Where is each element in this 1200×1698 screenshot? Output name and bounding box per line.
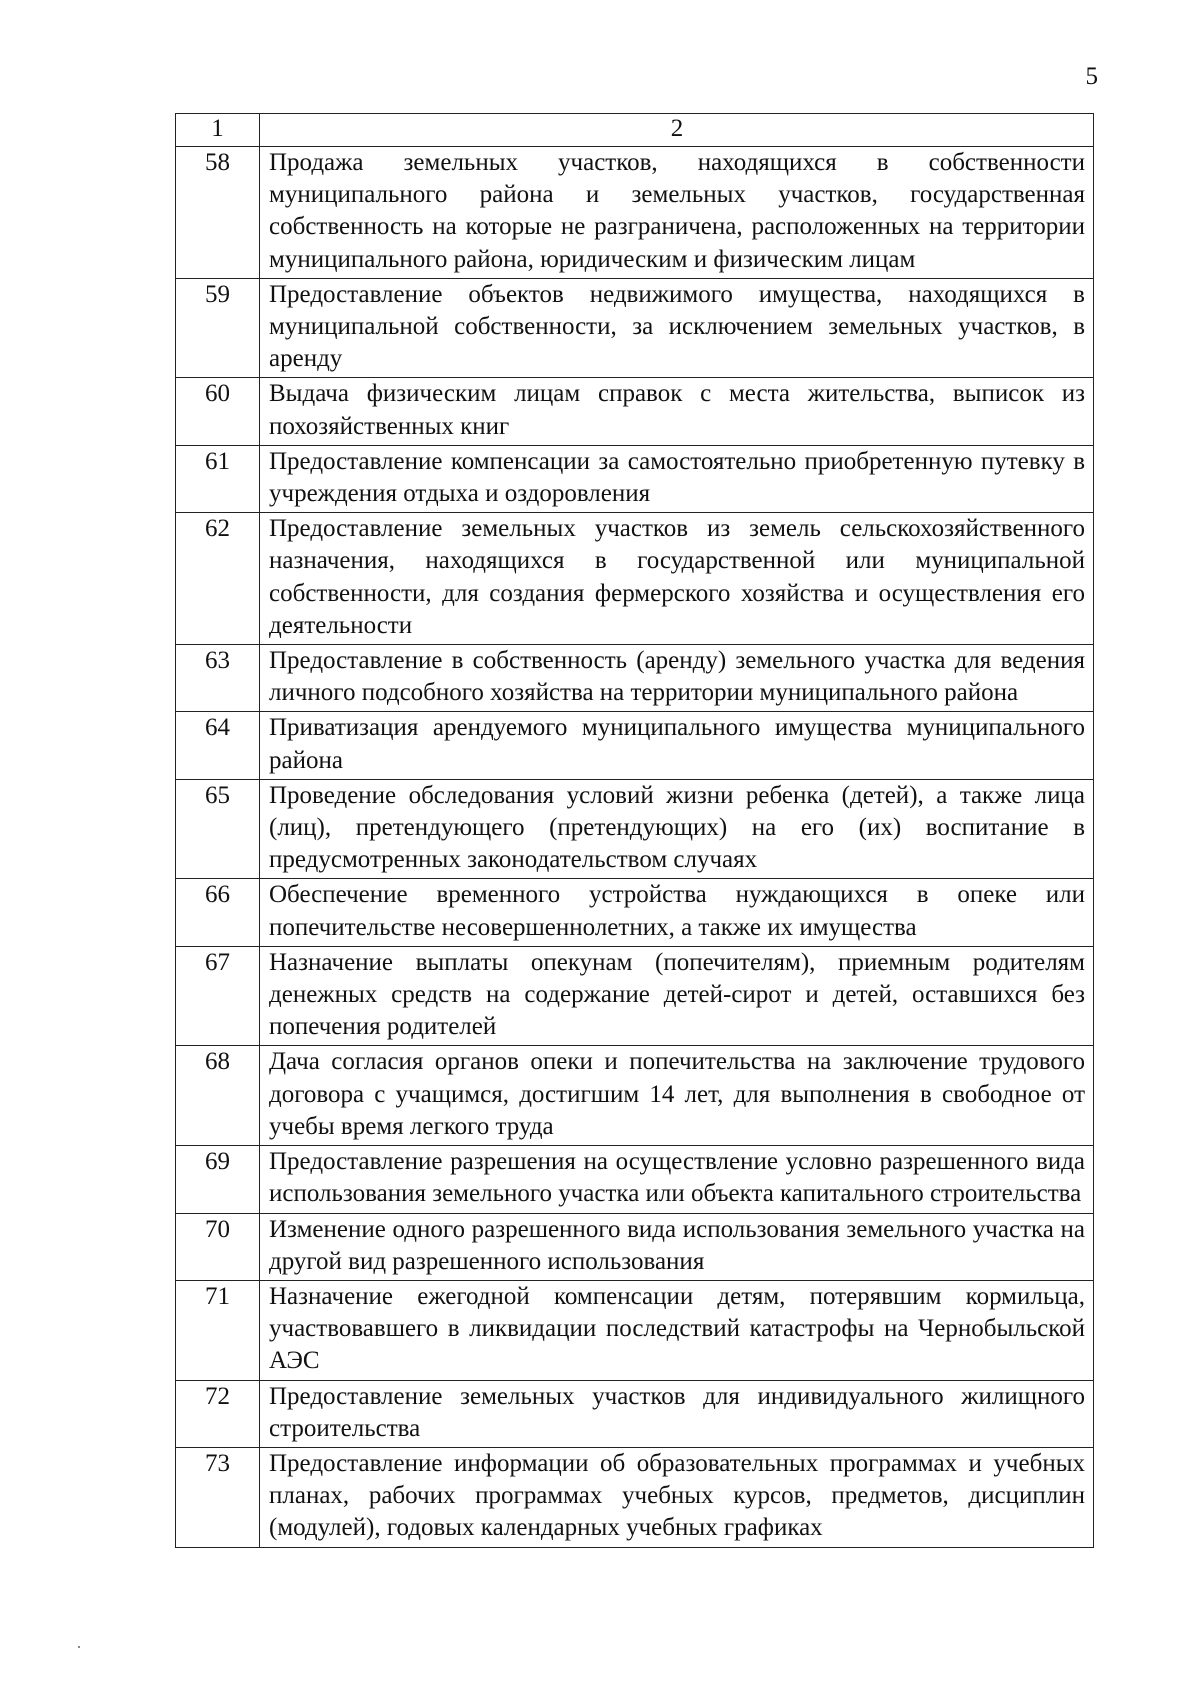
- row-text: Дача согласия органов опеки и попечительства на заключение трудового договора с учащимся, достигшим 14 лет, для выполнения в свободное от учебы время легкого труда: [260, 1046, 1094, 1146]
- row-text: Обеспечение временного устройства нуждающихся в опеке или попечительстве несовершеннолетних, а также их имущества: [260, 879, 1094, 946]
- row-number: 59: [176, 278, 260, 378]
- row-text: Назначение ежегодной компенсации детям, потерявшим кормильца, участвовавшего в ликвидации последствий катастрофы на Чернобыльской АЭС: [260, 1280, 1094, 1380]
- row-text: Предоставление земельных участков из земель сельскохозяйственного назначения, находящихся в государственной или муниципальной собственности, для создания фермерского хозяйства и осуществления его деятельности: [260, 513, 1094, 645]
- header-cell-number: 1: [176, 114, 260, 147]
- scan-speck: [78, 1646, 80, 1648]
- table-row: [176, 1046, 1094, 1146]
- table-row: [176, 1213, 1094, 1280]
- table-row: [176, 513, 1094, 645]
- table-row: [176, 879, 1094, 946]
- row-text: Предоставление компенсации за самостоятельно приобретенную путевку в учреждения отдыха и оздоровления: [260, 445, 1094, 512]
- header-cell-description: 2: [260, 114, 1094, 147]
- row-number: 63: [176, 645, 260, 712]
- row-text: Назначение выплаты опекунам (попечителям), приемным родителям денежных средств на содержание детей-сирот и детей, оставшихся без попечения родителей: [260, 946, 1094, 1046]
- row-number: 68: [176, 1046, 260, 1146]
- row-number: 70: [176, 1213, 260, 1280]
- row-number: 69: [176, 1146, 260, 1213]
- row-text: Проведение обследования условий жизни ребенка (детей), а также лица (лиц), претендующего (претендующих) на его (их) воспитание в предусмотренных законодательством случаях: [260, 779, 1094, 879]
- table-row: [176, 712, 1094, 779]
- row-number: 62: [176, 513, 260, 645]
- row-number: 58: [176, 147, 260, 279]
- row-text: Приватизация арендуемого муниципального имущества муниципального района: [260, 712, 1094, 779]
- row-text: Продажа земельных участков, находящихся в собственности муниципального района и земельных участков, государственная собственность на которые не разграничена, расположенных на территории муниципального района, юридическим и физическим лицам: [260, 147, 1094, 279]
- table-row: [176, 1380, 1094, 1447]
- row-text: Выдача физическим лицам справок с места жительства, выписок из похозяйственных книг: [260, 378, 1094, 445]
- table-row: [176, 946, 1094, 1046]
- table-row: [176, 445, 1094, 512]
- row-text: Изменение одного разрешенного вида использования земельного участка на другой вид разрешенного использования: [260, 1213, 1094, 1280]
- row-number: 72: [176, 1380, 260, 1447]
- row-number: 73: [176, 1447, 260, 1547]
- table-row: [176, 278, 1094, 378]
- table-row: [176, 1447, 1094, 1547]
- table-row: [176, 1280, 1094, 1380]
- table-row: [176, 1146, 1094, 1213]
- row-number: 66: [176, 879, 260, 946]
- row-text: Предоставление объектов недвижимого имущества, находящихся в муниципальной собственности, за исключением земельных участков, в аренду: [260, 278, 1094, 378]
- table-row: [176, 645, 1094, 712]
- page-number: 5: [1085, 63, 1098, 90]
- row-number: 61: [176, 445, 260, 512]
- row-text: Предоставление в собственность (аренду) земельного участка для ведения личного подсобного хозяйства на территории муниципального района: [260, 645, 1094, 712]
- table-row: [176, 147, 1094, 279]
- row-text: Предоставление разрешения на осуществление условно разрешенного вида использования земельного участка или объекта капитального строительства: [260, 1146, 1094, 1213]
- table-row: [176, 378, 1094, 445]
- row-number: 67: [176, 946, 260, 1046]
- row-number: 71: [176, 1280, 260, 1380]
- row-text: Предоставление земельных участков для индивидуального жилищного строительства: [260, 1380, 1094, 1447]
- row-number: 65: [176, 779, 260, 879]
- row-text: Предоставление информации об образовательных программах и учебных планах, рабочих программах учебных курсов, предметов, дисциплин (модулей), годовых календарных учебных графиках: [260, 1447, 1094, 1547]
- table-header-row: [176, 114, 1094, 147]
- table-row: [176, 779, 1094, 879]
- row-number: 64: [176, 712, 260, 779]
- services-table: [175, 113, 1094, 1548]
- table-body: [176, 114, 1094, 1548]
- row-number: 60: [176, 378, 260, 445]
